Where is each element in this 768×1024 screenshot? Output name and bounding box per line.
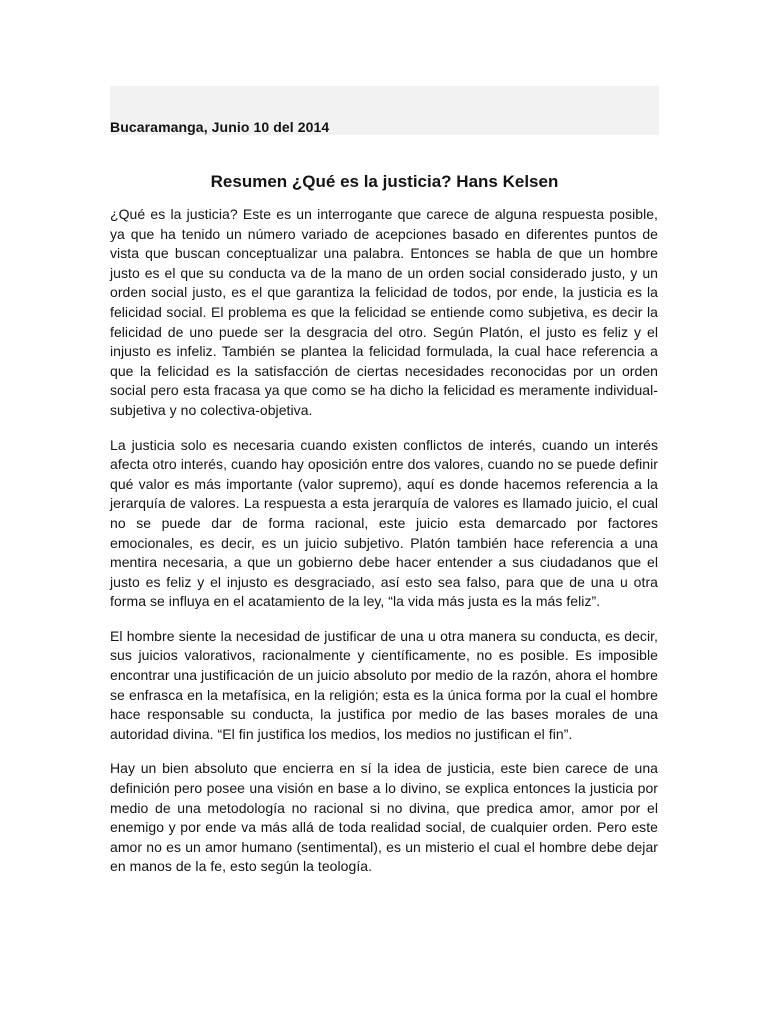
paragraph-4: Hay un bien absoluto que encierra en sí la idea de justicia, este bien carece de una definición pero posee una visión en base a lo divino, se explica entonces la justicia por medio de una metodología no racional si no divina, que predica amor, amor por el enemigo y por ende va más allá de toda realidad social, de cualquier orden. Pero este amor no es un amor humano (sentimental), es un misterio el cual el hombre debe dejar en manos de la fe, esto según la teología. — [110, 760, 658, 875]
paragraph-1: ¿Qué es la justicia? Este es un interrogante que carece de alguna respuesta posible, ya que ha tenido un número variado de acepciones basado en diferentes puntos de vista que buscan conceptualizar una palabra. Entonces se habla de que un hombre justo es el que su conducta va de la mano de un orden social considerado justo, y un orden social justo, es el que garantiza la felicidad de todos, por ende, la justicia es la felicidad social. El problema es que la felicidad se entiende como subjetiva, es decir la felicidad de uno puede ser la desgracia del otro. Según Platón, el justo es feliz y el injusto es infeliz. También se plantea la felicidad formulada, la cual hace referencia a que la felicidad es la satisfacción de ciertas necesidades reconocidas por un orden social pero esta fracasa ya que como se ha dicho la felicidad es meramente individual-subjetiva y no colectiva-objetiva. — [110, 206, 658, 418]
date-line: Bucaramanga, Junio 10 del 2014 — [110, 119, 330, 135]
document-title: Resumen ¿Qué es la justicia? Hans Kelsen — [210, 172, 559, 191]
document-body — [110, 205, 658, 877]
paragraph-2: La justicia solo es necesaria cuando existen conflictos de interés, cuando un interés afecta otro interés, cuando hay oposición entre dos valores, cuando no se puede definir qué valor es más importante (valor supremo), aquí es donde hacemos referencia a la jerarquía de valores. La respuesta a esta jerarquía de valores es llamado juicio, el cual no se puede dar de forma racional, este juicio esta demarcado por factores emocionales, es decir, es un juicio subjetivo. Platón también hace referencia a una mentira necesaria, a que un gobierno debe hacer entender a sus ciudadanos que el justo es feliz y el injusto es desgraciado, así esto sea falso, para que de una u otra forma se influya en el acatamiento de la ley, “la vida más justa es la más feliz”. — [110, 436, 658, 610]
paragraph-3: El hombre siente la necesidad de justificar de una u otra manera su conducta, es decir, sus juicios valorativos, racionalmente y científicamente, no es posible. Es imposible encontrar una justificación de un juicio absoluto por medio de la razón, ahora el hombre se enfrasca en la metafísica, en la religión; esta es la única forma por la cual el hombre hace responsable su conducta, la justifica por medio de las bases morales de una autoridad divina. “El fin justifica los medios, los medios no justifican el fin”. — [110, 627, 658, 742]
